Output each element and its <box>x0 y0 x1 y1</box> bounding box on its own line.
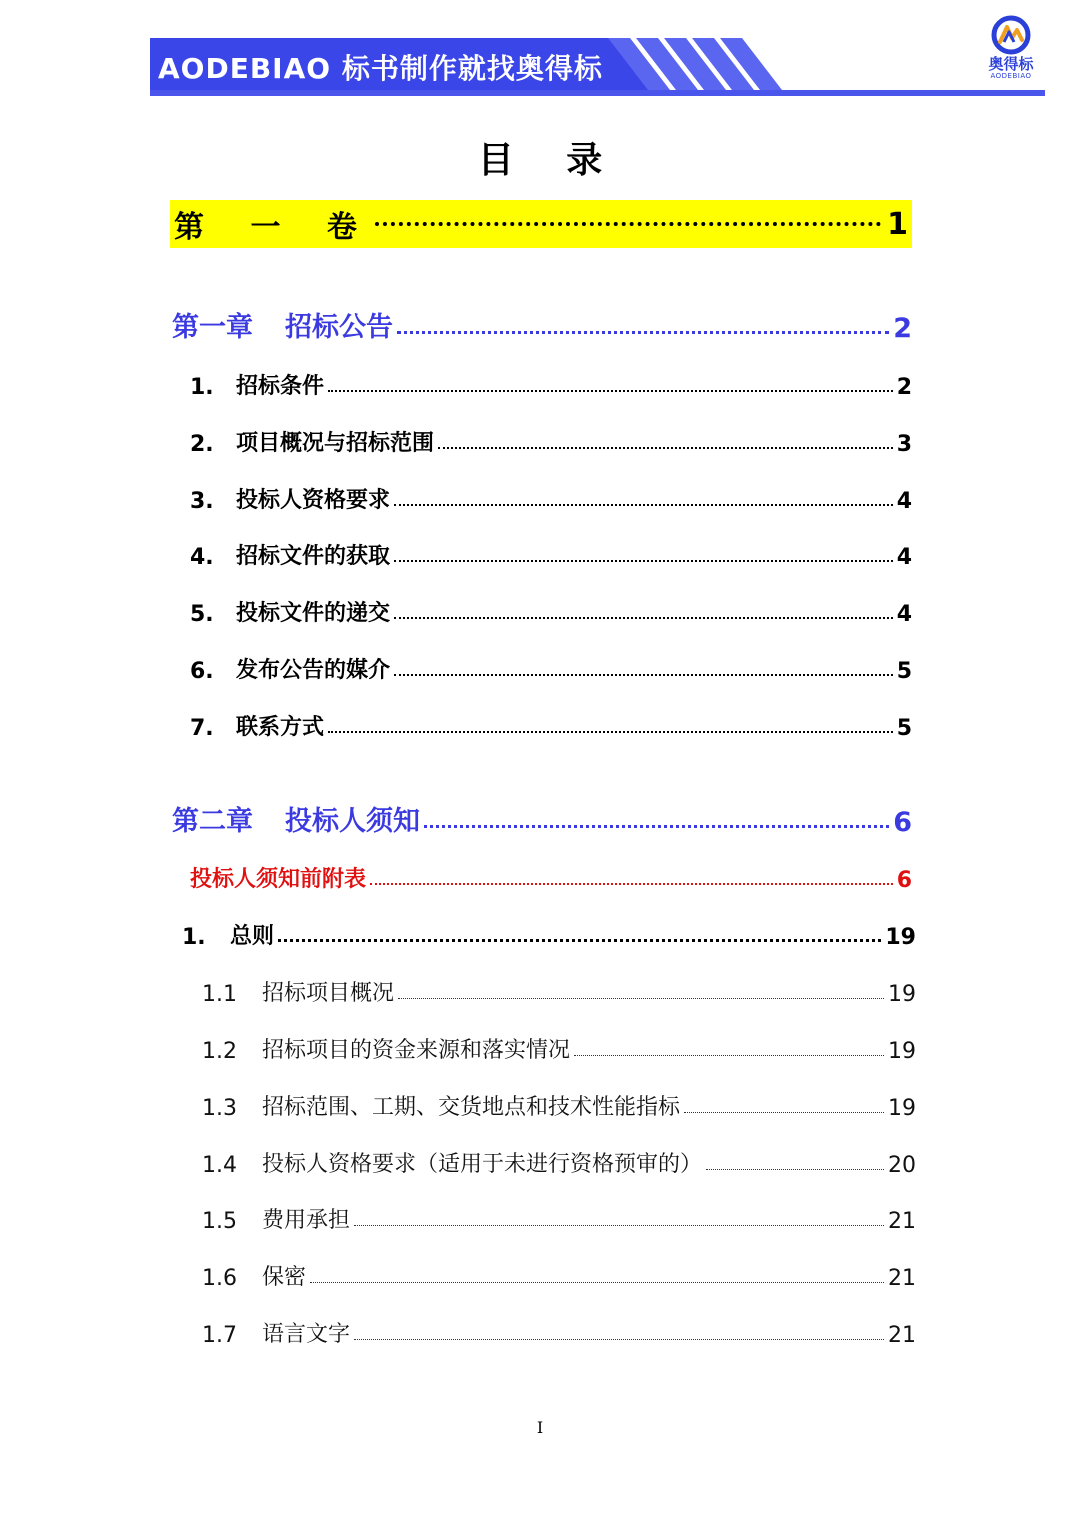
toc-item-number: 4. <box>190 545 214 570</box>
toc-subitem-number: 1.6 <box>202 1266 237 1291</box>
toc-subitem-number: 1.3 <box>202 1096 237 1121</box>
toc-chapter-title: 投标人须知 <box>285 806 420 837</box>
leader-dots <box>310 1282 884 1283</box>
toc-chapter[interactable] <box>172 304 912 344</box>
toc-item-number: 1. <box>190 375 214 400</box>
toc-page-number: 5 <box>896 716 912 741</box>
toc-item[interactable] <box>190 423 912 457</box>
toc-subitem-title: 招标范围、工期、交货地点和技术性能指标 <box>262 1095 681 1120</box>
toc-subitem-number: 1.7 <box>202 1323 237 1348</box>
leader-dots <box>370 883 893 885</box>
toc-page-number: 6 <box>896 868 912 893</box>
toc-chapter-number: 第一章 <box>172 312 253 343</box>
toc-page-number: 1 <box>887 206 908 242</box>
toc-subitem-title: 语言文字 <box>262 1322 351 1347</box>
toc-subitem-title: 费用承担 <box>262 1208 351 1233</box>
toc-section[interactable] <box>182 916 916 950</box>
toc-item[interactable] <box>190 707 912 741</box>
toc-appendix[interactable] <box>190 859 912 893</box>
toc-page-number: 3 <box>896 432 912 457</box>
leader-dots <box>394 674 893 676</box>
toc-subitem[interactable] <box>202 1314 916 1348</box>
leader-dots <box>394 504 893 506</box>
leader-dots <box>398 998 884 999</box>
toc-page-number: 2 <box>896 375 912 400</box>
toc-subitem[interactable] <box>202 1087 916 1121</box>
toc-item[interactable] <box>190 366 912 400</box>
toc-item-number: 7. <box>190 716 214 741</box>
leader-dots <box>684 1112 884 1113</box>
toc-subitem-title: 保密 <box>262 1265 307 1290</box>
brand-logo <box>978 14 1044 86</box>
toc-subitem[interactable] <box>202 1257 916 1291</box>
toc-volume[interactable] <box>170 200 912 248</box>
toc-item-title: 发布公告的媒介 <box>236 658 391 683</box>
toc-item-title: 项目概况与招标范围 <box>236 431 435 456</box>
toc-page-number: 4 <box>896 489 912 514</box>
leader-dots <box>328 390 893 392</box>
toc-page-number: 20 <box>888 1153 916 1178</box>
toc-subitem-number: 1.5 <box>202 1209 237 1234</box>
toc-subitem-title: 招标项目概况 <box>262 981 395 1006</box>
banner-text: AODEBIAO 标书制作就找奥得标 <box>158 52 603 85</box>
toc-page-number: 19 <box>888 1096 916 1121</box>
toc-chapter[interactable] <box>172 798 912 838</box>
leader-dots <box>397 331 889 334</box>
toc-chapter-title: 招标公告 <box>285 312 393 343</box>
toc-chapter-number: 第二章 <box>172 806 253 837</box>
toc-subitem-title: 招标项目的资金来源和落实情况 <box>262 1038 571 1063</box>
toc-subitem[interactable] <box>202 1200 916 1234</box>
page-title: 目 录 <box>477 140 623 181</box>
leader-dots <box>354 1339 884 1340</box>
toc-appendix-title: 投标人须知前附表 <box>190 867 367 892</box>
leader-dots <box>394 560 893 562</box>
leader-dots <box>706 1169 884 1170</box>
toc-subitem-number: 1.2 <box>202 1039 237 1064</box>
toc-section-number: 1. <box>182 925 206 950</box>
toc-item-number: 2. <box>190 432 214 457</box>
toc-subitem[interactable] <box>202 973 916 1007</box>
leader-dots <box>375 222 881 226</box>
toc-page-number: 2 <box>893 313 912 344</box>
leader-dots <box>574 1055 884 1056</box>
toc-volume-label: 第 一 卷 <box>174 210 375 245</box>
toc-item[interactable] <box>190 650 912 684</box>
logo-mark-icon <box>990 14 1032 56</box>
toc-section-title: 总则 <box>230 924 275 949</box>
toc-subitem[interactable] <box>202 1030 916 1064</box>
toc-page-number: 6 <box>893 807 912 838</box>
leader-dots <box>438 447 893 449</box>
toc-item-number: 6. <box>190 659 214 684</box>
leader-dots <box>328 731 893 733</box>
toc-subitem-number: 1.4 <box>202 1153 237 1178</box>
toc-page-number: 21 <box>888 1209 916 1234</box>
toc-page-number: 19 <box>888 982 916 1007</box>
toc-item-title: 招标条件 <box>236 374 325 399</box>
logo-text-en: AODEBIAO <box>990 72 1032 80</box>
page-number: I <box>536 1418 544 1437</box>
toc-item-title: 投标文件的递交 <box>236 601 391 626</box>
toc-item-title: 招标文件的获取 <box>236 544 391 569</box>
leader-dots <box>394 617 893 619</box>
toc-item-number: 3. <box>190 489 214 514</box>
toc-item-title: 投标人资格要求 <box>236 488 391 513</box>
header-banner <box>0 0 1080 100</box>
toc-item-number: 5. <box>190 602 214 627</box>
logo-text-cn: 奥得标 <box>988 55 1034 73</box>
toc-item[interactable] <box>190 480 912 514</box>
toc-page-number: 5 <box>896 659 912 684</box>
toc-item[interactable] <box>190 536 912 570</box>
toc-page-number: 21 <box>888 1323 916 1348</box>
toc-subitem-number: 1.1 <box>202 982 237 1007</box>
toc-page-number: 19 <box>888 1039 916 1064</box>
toc-subitem-title: 投标人资格要求（适用于未进行资格预审的） <box>262 1152 703 1177</box>
toc-item-title: 联系方式 <box>236 715 325 740</box>
toc-subitem[interactable] <box>202 1144 916 1178</box>
toc-page-number: 19 <box>885 925 916 950</box>
toc-page-number: 21 <box>888 1266 916 1291</box>
toc-item[interactable] <box>190 593 912 627</box>
toc-page-number: 4 <box>896 545 912 570</box>
leader-dots <box>354 1225 884 1226</box>
toc-page-number: 4 <box>896 602 912 627</box>
leader-dots <box>278 939 881 942</box>
leader-dots <box>424 825 889 828</box>
